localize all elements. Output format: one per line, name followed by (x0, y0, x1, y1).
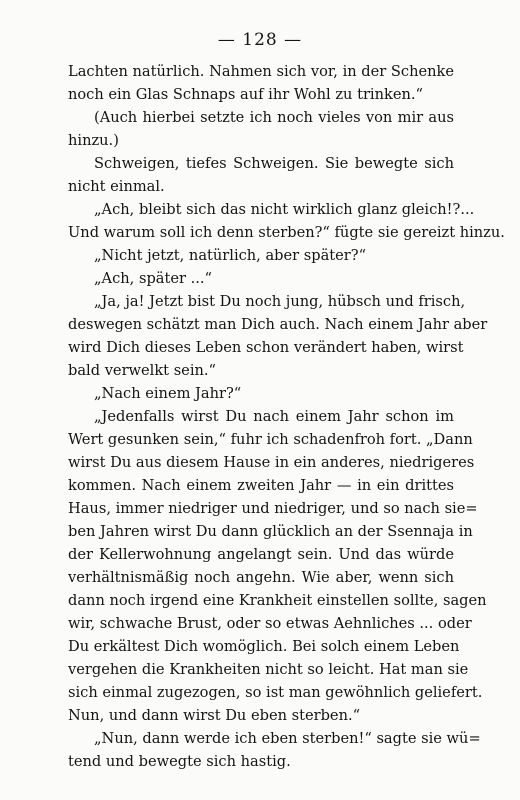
text-line: Du erkältest Dich womöglich. Bei solch einem Leben (68, 638, 460, 655)
text-line: dann noch irgend eine Krankheit einstellen sollte, sagen (68, 592, 487, 609)
text-line: Lachten natürlich. Nahmen sich vor, in der Schenke (68, 63, 454, 80)
text-line: wird Dich dieses Leben schon verändert haben, wirst (68, 339, 464, 356)
text-line: sich einmal zugezogen, so ist man gewöhnlich geliefert. (68, 684, 483, 701)
text-line: deswegen schätzt man Dich auch. Nach einem Jahr aber (68, 316, 488, 333)
body-text (68, 60, 505, 773)
text-line: „Nach einem Jahr?“ (94, 385, 242, 402)
page-number: — 128 — (217, 30, 303, 50)
text-line: verhältnismäßig noch angehn. Wie aber, wenn sich (68, 569, 454, 586)
text-line: „Nicht jetzt, natürlich, aber später?“ (94, 247, 367, 264)
text-line: Und warum soll ich denn sterben?“ fügte sie gereizt hinzu. (68, 224, 505, 241)
text-line: Wert gesunken sein,“ fuhr ich schadenfroh fort. „Dann (68, 431, 473, 448)
text-line: „Nun, dann werde ich eben sterben!“ sagte sie wü= (94, 730, 481, 747)
text-line: Nun, und dann wirst Du eben sterben.“ (68, 707, 361, 724)
text-line: Haus, immer niedriger und niedriger, und so nach sie= (68, 500, 478, 517)
text-line: nicht einmal. (68, 178, 165, 195)
text-line: hinzu.) (68, 132, 119, 149)
text-line: „Jedenfalls wirst Du nach einem Jahr schon im (94, 408, 454, 425)
text-line: „Ach, bleibt sich das nicht wirklich glanz gleich!?... (94, 201, 475, 218)
text-line: vergehen die Krankheiten nicht so leicht. Hat man sie (68, 661, 469, 678)
text-line: der Kellerwohnung angelangt sein. Und das würde (68, 546, 454, 563)
text-line: (Auch hierbei setzte ich noch vieles von mir aus (94, 109, 454, 126)
text-line: bald verwelkt sein.“ (68, 362, 216, 379)
text-line: tend und bewegte sich hastig. (68, 753, 291, 770)
text-line: „Ach, später ...“ (94, 270, 212, 287)
text-line: „Ja, ja! Jetzt bist Du noch jung, hübsch und frisch, (94, 293, 466, 310)
text-line: noch ein Glas Schnaps auf ihr Wohl zu trinken.“ (68, 86, 423, 103)
text-line: kommen. Nach einem zweiten Jahr — in ein drittes (68, 477, 454, 494)
text-line: Schweigen, tiefes Schweigen. Sie bewegte sich (94, 155, 454, 172)
text-line: wir, schwache Brust, oder so etwas Aehnliches ... oder (68, 615, 472, 632)
text-line: wirst Du aus diesem Hause in ein anderes, niedrigeres (68, 454, 475, 471)
text-line: ben Jahren wirst Du dann glücklich an der Ssennaja in (68, 523, 473, 540)
